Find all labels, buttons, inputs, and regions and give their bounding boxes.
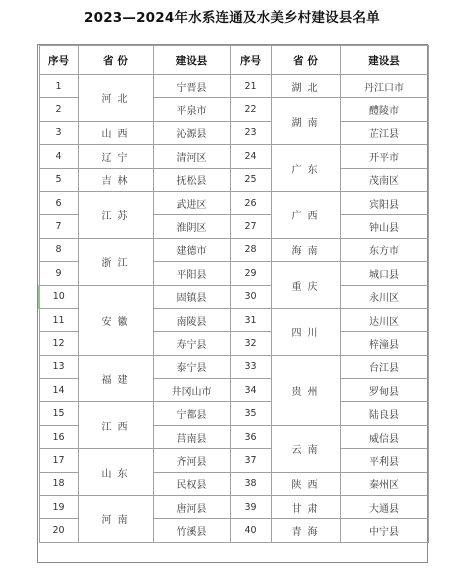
seq-cell: 29 <box>230 262 271 285</box>
county-cell: 寿宁县 <box>153 332 230 355</box>
seq-cell: 28 <box>230 238 271 261</box>
province-cell: 云南 <box>271 425 340 472</box>
county-cell: 平阳县 <box>153 262 230 285</box>
county-cell: 台江县 <box>340 355 428 378</box>
county-cell: 茂南区 <box>340 168 428 191</box>
county-cell: 淮阴区 <box>153 215 230 238</box>
province-cell: 福建 <box>78 355 153 402</box>
seq-cell: 12 <box>39 332 78 355</box>
county-cell: 固镇县 <box>153 285 230 308</box>
county-cell: 宁都县 <box>153 402 230 425</box>
county-cell: 建德市 <box>153 238 230 261</box>
seq-cell: 31 <box>230 308 271 331</box>
seq-cell: 22 <box>230 98 271 121</box>
province-cell: 青海 <box>271 519 340 542</box>
seq-cell: 40 <box>230 519 271 542</box>
county-list-table <box>38 45 429 543</box>
seq-cell: 2 <box>39 98 78 121</box>
province-cell: 重庆 <box>271 262 340 309</box>
seq-cell: 36 <box>230 425 271 448</box>
county-cell: 南陵县 <box>153 308 230 331</box>
province-cell: 辽宁 <box>78 145 153 168</box>
county-cell: 东方市 <box>340 238 428 261</box>
table-header-row <box>39 46 428 75</box>
county-cell: 平利县 <box>340 449 428 472</box>
county-cell: 陆良县 <box>340 402 428 425</box>
header-province-right: 省 份 <box>271 46 340 75</box>
table-row <box>39 355 428 378</box>
seq-cell: 17 <box>39 449 78 472</box>
header-seq-left: 序号 <box>39 46 78 75</box>
table-row <box>39 449 428 472</box>
seq-cell: 38 <box>230 472 271 495</box>
seq-cell: 3 <box>39 121 78 144</box>
county-cell: 泰宁县 <box>153 355 230 378</box>
province-cell: 陕西 <box>271 472 340 495</box>
seq-cell: 21 <box>230 75 271 98</box>
province-cell: 吉林 <box>78 168 153 191</box>
seq-cell: 8 <box>39 238 78 261</box>
county-cell: 平泉市 <box>153 98 230 121</box>
seq-cell: 4 <box>39 145 78 168</box>
county-cell: 齐河县 <box>153 449 230 472</box>
seq-cell: 32 <box>230 332 271 355</box>
seq-cell: 37 <box>230 449 271 472</box>
province-cell: 四川 <box>271 308 340 355</box>
seq-cell: 34 <box>230 379 271 402</box>
seq-cell: 15 <box>39 402 78 425</box>
province-cell: 贵州 <box>271 355 340 425</box>
county-cell: 秦州区 <box>340 472 428 495</box>
county-cell: 宾阳县 <box>340 191 428 214</box>
table-row <box>39 238 428 261</box>
county-cell: 丹江口市 <box>340 75 428 98</box>
province-cell: 山西 <box>78 121 153 144</box>
seq-cell: 1 <box>39 75 78 98</box>
seq-cell: 16 <box>39 425 78 448</box>
county-cell: 城口县 <box>340 262 428 285</box>
province-cell: 山东 <box>78 449 153 496</box>
county-cell: 达川区 <box>340 308 428 331</box>
seq-cell: 6 <box>39 191 78 214</box>
seq-cell: 10 <box>39 285 78 308</box>
header-county-right: 建设县 <box>340 46 428 75</box>
province-cell: 浙江 <box>78 238 153 285</box>
county-cell: 宁晋县 <box>153 75 230 98</box>
province-cell: 江苏 <box>78 191 153 238</box>
seq-cell: 33 <box>230 355 271 378</box>
county-cell: 威信县 <box>340 425 428 448</box>
seq-cell: 9 <box>39 262 78 285</box>
table-row <box>39 145 428 168</box>
province-cell: 海南 <box>271 238 340 261</box>
county-cell: 唐河县 <box>153 496 230 519</box>
seq-cell: 23 <box>230 121 271 144</box>
seq-cell: 5 <box>39 168 78 191</box>
seq-cell: 39 <box>230 496 271 519</box>
seq-cell: 18 <box>39 472 78 495</box>
province-cell: 湖北 <box>271 75 340 98</box>
table-row <box>39 168 428 191</box>
county-cell: 醴陵市 <box>340 98 428 121</box>
seq-cell: 25 <box>230 168 271 191</box>
province-cell: 广西 <box>271 191 340 238</box>
document-title: 2023—2024年水系连通及水美乡村建设县名单 <box>84 10 380 26</box>
county-cell: 莒南县 <box>153 425 230 448</box>
seq-cell: 19 <box>39 496 78 519</box>
county-cell: 中宁县 <box>340 519 428 542</box>
province-cell: 河南 <box>78 496 153 543</box>
county-cell: 罗甸县 <box>340 379 428 402</box>
seq-cell: 30 <box>230 285 271 308</box>
table-row <box>39 121 428 144</box>
seq-cell: 26 <box>230 191 271 214</box>
header-seq-right: 序号 <box>230 46 271 75</box>
seq-cell: 20 <box>39 519 78 542</box>
county-cell: 梓潼县 <box>340 332 428 355</box>
county-cell: 清河区 <box>153 145 230 168</box>
table-row <box>39 402 428 425</box>
seq-cell: 14 <box>39 379 78 402</box>
seq-cell: 11 <box>39 308 78 331</box>
table-row <box>39 191 428 214</box>
county-cell: 大通县 <box>340 496 428 519</box>
seq-cell: 7 <box>39 215 78 238</box>
province-cell: 湖南 <box>271 98 340 145</box>
table-row <box>39 75 428 98</box>
seq-cell: 24 <box>230 145 271 168</box>
table-body <box>39 75 428 543</box>
county-cell: 民权县 <box>153 472 230 495</box>
seq-cell: 35 <box>230 402 271 425</box>
seq-cell: 27 <box>230 215 271 238</box>
county-cell: 永川区 <box>340 285 428 308</box>
county-cell: 沁源县 <box>153 121 230 144</box>
header-province-left: 省 份 <box>78 46 153 75</box>
county-cell: 武进区 <box>153 191 230 214</box>
county-list-table-frame <box>37 44 428 563</box>
table-row <box>39 285 428 308</box>
province-cell: 江西 <box>78 402 153 449</box>
seq-cell: 13 <box>39 355 78 378</box>
header-county-left: 建设县 <box>153 46 230 75</box>
county-cell: 竹溪县 <box>153 519 230 542</box>
province-cell: 河北 <box>78 75 153 122</box>
table-row <box>39 496 428 519</box>
county-cell: 芷江县 <box>340 121 428 144</box>
province-cell: 甘肃 <box>271 496 340 519</box>
province-cell: 安徽 <box>78 285 153 355</box>
county-cell: 开平市 <box>340 145 428 168</box>
county-cell: 钟山县 <box>340 215 428 238</box>
county-cell: 井冈山市 <box>153 379 230 402</box>
province-cell: 广东 <box>271 145 340 192</box>
county-cell: 抚松县 <box>153 168 230 191</box>
